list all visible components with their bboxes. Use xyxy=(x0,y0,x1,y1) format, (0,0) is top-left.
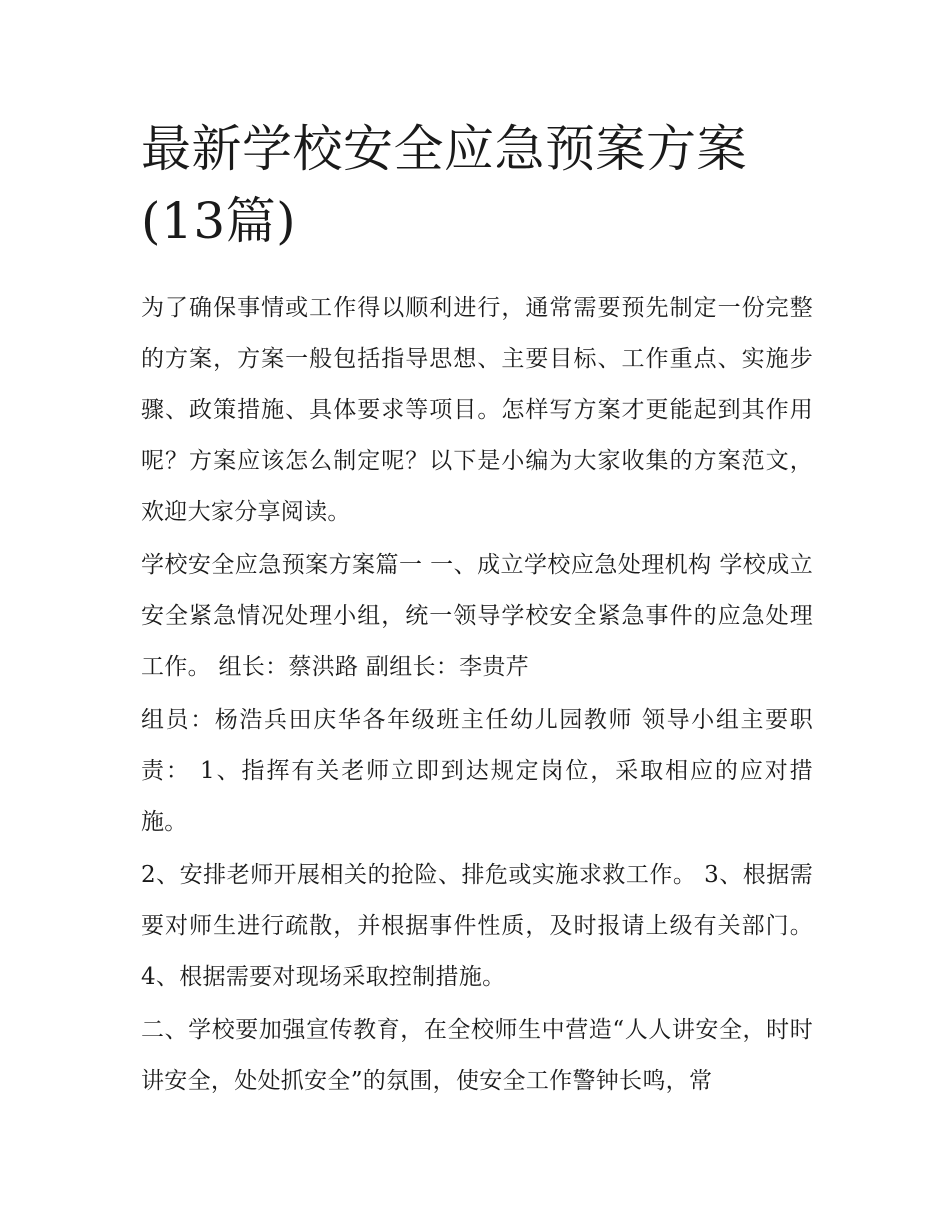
paragraph-members: 组员：杨浩兵田庆华各年级班主任幼儿园教师 领导小组主要职责： 1、指挥有关老师立即到达规定岗位，采取相应的应对措施。 xyxy=(141,707,813,835)
document-page xyxy=(141,0,813,1109)
paragraph-duties: 2、安排老师开展相关的抢险、排危或实施求救工作。 3、根据需要对师生进行疏散，并根据事件性质，及时报请上级有关部门。 4、根据需要对现场采取控制措施。 xyxy=(141,862,813,990)
paragraph-education: 二、学校要加强宣传教育，在全校师生中营造“人人讲安全，时时讲安全，处处抓安全”的氛围，使安全工作警钟长鸣，常 xyxy=(141,1017,813,1094)
document-body xyxy=(141,283,813,1107)
paragraph-plan-one: 学校安全应急预案方案篇一 一、成立学校应急处理机构 学校成立安全紧急情况处理小组，统一领导学校安全紧急事件的应急处理工作。 组长：蔡洪路 副组长：李贵芹 xyxy=(141,552,813,680)
paragraph-intro: 为了确保事情或工作得以顺利进行，通常需要预先制定一份完整的方案，方案一般包括指导思想、主要目标、工作重点、实施步骤、政策措施、具体要求等项目。怎样写方案才更能起到其作用呢？方案应该怎么制定呢？以下是小编为大家收集的方案范文，欢迎大家分享阅读。 xyxy=(141,295,813,525)
document-title: 最新学校安全应急预案方案(13篇) xyxy=(141,120,747,250)
